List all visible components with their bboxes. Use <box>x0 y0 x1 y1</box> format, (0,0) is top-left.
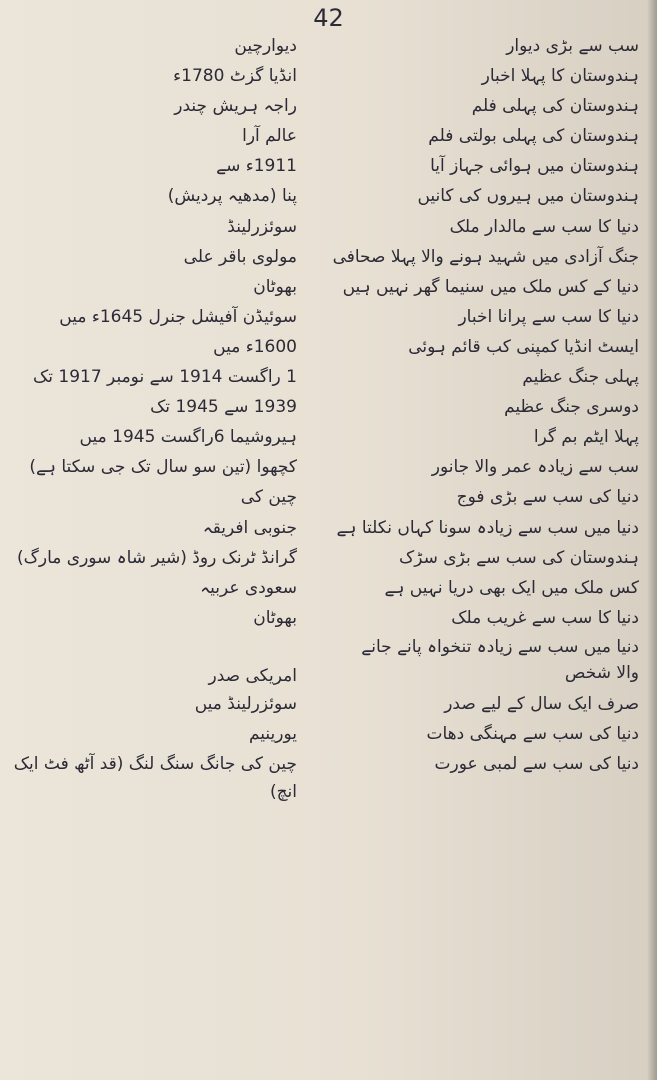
question-text: دنیا کا سب سے غریب ملک <box>451 607 639 628</box>
list-item <box>0 720 657 750</box>
answer-text: امریکی صدر <box>208 665 297 686</box>
list-item <box>0 453 657 483</box>
question-text: سب سے زیادہ عمر والا جانور <box>431 457 639 478</box>
question-text: دنیا کا سب سے پرانا اخبار <box>458 306 639 327</box>
question-text: دنیا کے کس ملک میں سنیما گھر نہیں ہیں <box>342 276 639 297</box>
answer-text: چین کی جانگ سنگ لنگ (قد آٹھ فٹ ایک انچ) <box>13 754 297 803</box>
list-item <box>0 333 657 363</box>
question-text: کس ملک میں ایک بھی دریا نہیں ہے <box>384 577 639 598</box>
page-number: 42 <box>313 4 344 32</box>
list-item <box>0 122 657 152</box>
answer-text: ہیروشیما 6راگست 1945 میں <box>79 427 297 448</box>
question-text: دنیا میں سب سے زیادہ تنخواہ پانے جانے والا شخص <box>361 636 639 683</box>
answer-text: بھوٹان <box>253 276 297 297</box>
answer-text: سعودی عربیہ <box>200 577 297 598</box>
question-text: دنیا کی سب سے مہنگی دھات <box>426 723 639 744</box>
list-item <box>0 604 657 634</box>
answer-text: 1 راگست 1914 سے نومبر 1917 تک <box>33 367 297 388</box>
answer-text: راجہ ہریش چندر <box>174 96 297 117</box>
question-text: ہندوستان کا پہلا اخبار <box>481 66 639 87</box>
list-item <box>0 690 657 720</box>
question-text: ہندوستان کی سب سے بڑی سڑک <box>399 547 639 568</box>
answer-text: عالم آرا <box>242 126 297 147</box>
answer-text: کچھوا (تین سو سال تک جی سکتا ہے) <box>29 457 297 478</box>
list-item <box>0 243 657 273</box>
question-text: سب سے بڑی دیوار <box>506 36 639 56</box>
list-item <box>0 634 657 690</box>
answer-text: جنوبی افریقہ <box>202 517 297 538</box>
question-text: ہندوستان میں ہیروں کی کانیں <box>417 186 639 207</box>
question-text: دنیا میں سب سے زیادہ سونا کہاں نکلتا ہے <box>336 517 639 538</box>
answer-text: پنا (مدھیہ پردیش) <box>167 186 297 207</box>
question-text: دنیا کی سب سے بڑی فوج <box>456 487 639 508</box>
question-text: پہلی جنگ عظیم <box>522 367 639 388</box>
list-item <box>0 273 657 303</box>
qa-list <box>0 32 657 806</box>
list-item <box>0 574 657 604</box>
list-item <box>0 32 657 62</box>
list-item <box>0 303 657 333</box>
answer-text: 1600ء میں <box>213 336 297 357</box>
question-text: دنیا کا سب سے مالدار ملک <box>449 216 639 237</box>
list-item <box>0 92 657 122</box>
question-text: ہندوستان کی پہلی فلم <box>471 96 639 117</box>
question-text: جنگ آزادی میں شہید ہونے والا پہلا صحافی <box>332 246 639 267</box>
answer-text: انڈیا گزٹ 1780ء <box>173 66 297 87</box>
answer-text: گرانڈ ٹرنک روڈ (شیر شاہ سوری مارگ) <box>17 547 297 568</box>
answer-text: بھوٹان <box>253 607 297 628</box>
answer-text: دیوارچین <box>234 36 297 56</box>
list-item <box>0 544 657 574</box>
list-item <box>0 152 657 182</box>
answer-text: مولوی باقر علی <box>183 246 297 267</box>
question-text: صرف ایک سال کے لیے صدر <box>444 693 639 714</box>
list-item <box>0 62 657 92</box>
question-text: پہلا ایٹم بم گرا <box>533 427 639 448</box>
question-text: ہندوستان کی پہلی بولتی فلم <box>428 126 639 147</box>
question-text: دوسری جنگ عظیم <box>504 397 639 418</box>
list-item <box>0 514 657 544</box>
question-text: ایسٹ انڈیا کمپنی کب قائم ہوئی <box>408 336 639 357</box>
list-item <box>0 213 657 243</box>
answer-text: سوئیڈن آفیشل جنرل 1645ء میں <box>59 306 297 327</box>
answer-text: سوئزرلینڈ <box>227 216 297 237</box>
answer-text: سوئزرلینڈ میں <box>194 693 297 714</box>
list-item <box>0 483 657 513</box>
list-item <box>0 182 657 212</box>
answer-text: یورینیم <box>248 723 297 744</box>
list-item <box>0 750 657 806</box>
list-item <box>0 363 657 393</box>
question-text: ہندوستان میں ہوائی جہاز آیا <box>430 156 639 177</box>
answer-text: 1939 سے 1945 تک <box>150 397 297 418</box>
list-item <box>0 393 657 423</box>
answer-text: 1911ء سے <box>216 156 297 177</box>
question-text: دنیا کی سب سے لمبی عورت <box>434 754 639 775</box>
list-item <box>0 423 657 453</box>
answer-text: چین کی <box>240 487 297 508</box>
